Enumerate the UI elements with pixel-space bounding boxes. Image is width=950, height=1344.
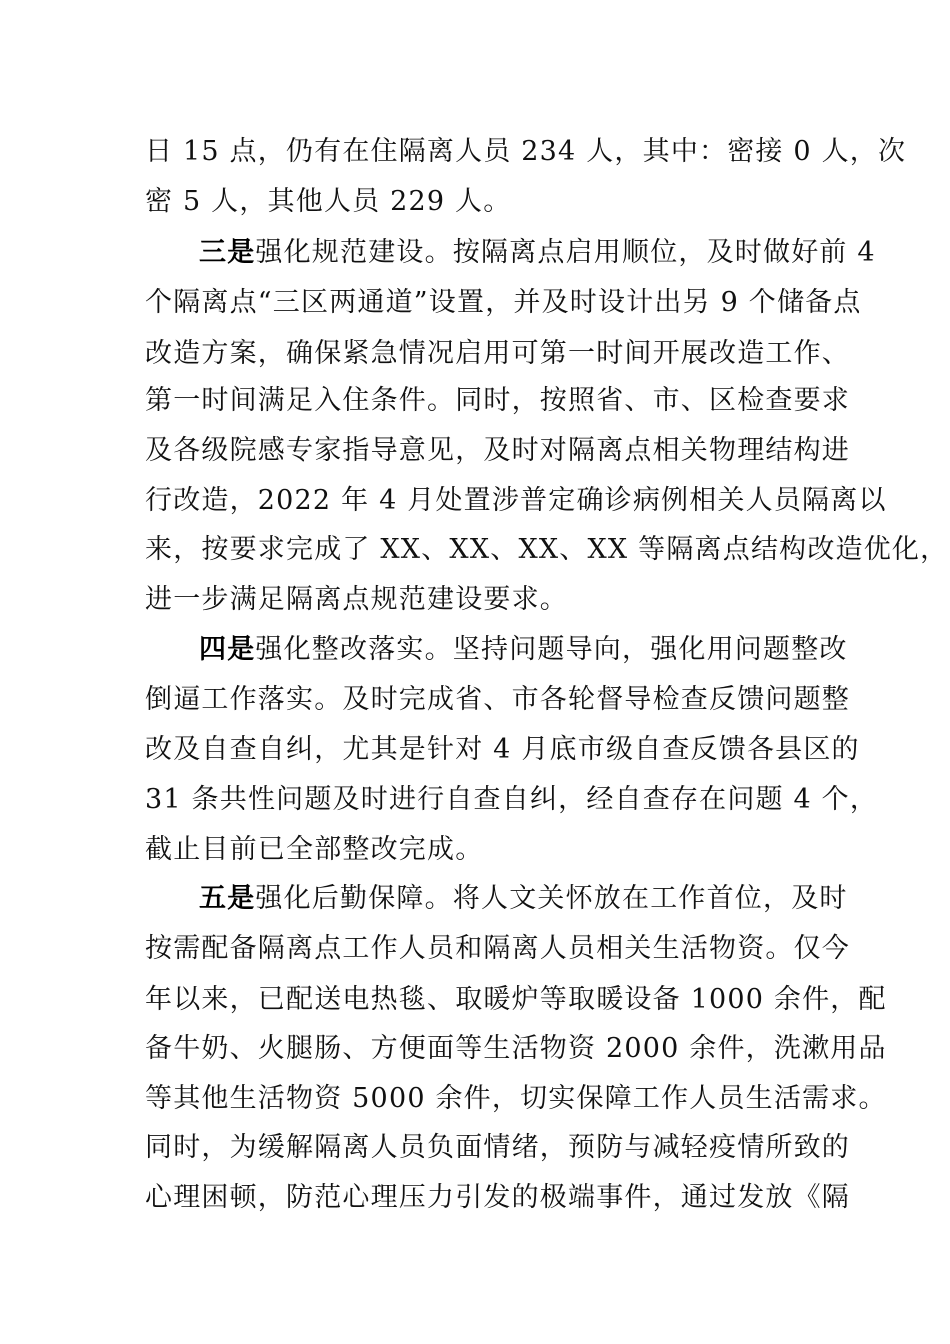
paragraph-1-line-1: 日 15 点，仍有在住隔离人员 234 人，其中：密接 0 人，次 (145, 136, 907, 167)
paragraph-4-lead: 五是 (199, 883, 256, 914)
paragraph-2-line-5: 及各级院感专家指导意见，及时对隔离点相关物理结构进 (145, 435, 850, 466)
paragraph-4-line-7: 心理困顿，防范心理压力引发的极端事件，通过发放《隔 (145, 1182, 850, 1213)
paragraph-2-line-6: 行改造，2022 年 4 月处置涉普定确诊病例相关人员隔离以 (145, 485, 887, 516)
paragraph-2-line-7: 来，按要求完成了 XX、XX、XX、XX 等隔离点结构改造优化， (145, 534, 949, 565)
paragraph-3-lead: 四是 (199, 634, 256, 665)
paragraph-3-line-1-text: 强化整改落实。坚持问题导向，强化用问题整改 (255, 634, 848, 665)
paragraph-4-line-3: 年以来，已配送电热毯、取暖炉等取暖设备 1000 余件，配 (145, 984, 887, 1015)
paragraph-4-line-2: 按需配备隔离点工作人员和隔离人员相关生活物资。仅今 (145, 933, 850, 964)
paragraph-2-line-1 (199, 236, 876, 270)
paragraph-2-line-2: 个隔离点“三区两通道”设置，并及时设计出另 9 个储备点 (145, 287, 862, 318)
paragraph-2-line-4: 第一时间满足入住条件。同时，按照省、市、区检查要求 (145, 385, 850, 416)
paragraph-3-line-1 (199, 633, 848, 667)
paragraph-2-lead: 三是 (199, 237, 256, 268)
paragraph-3-line-3: 改及自查自纠，尤其是针对 4 月底市级自查反馈各县区的 (145, 734, 860, 765)
paragraph-1-line-2: 密 5 人，其他人员 229 人。 (145, 186, 512, 217)
paragraph-2-line-3: 改造方案，确保紧急情况启用可第一时间开展改造工作、 (145, 338, 850, 369)
paragraph-4-line-1 (199, 882, 848, 916)
paragraph-4-line-1-text: 强化后勤保障。将人文关怀放在工作首位，及时 (255, 883, 848, 914)
paragraph-4-line-5: 等其他生活物资 5000 余件，切实保障工作人员生活需求。 (145, 1083, 887, 1114)
paragraph-3-line-4: 31 条共性问题及时进行自查自纠，经自查存在问题 4 个， (145, 784, 879, 815)
paragraph-4-line-4: 备牛奶、火腿肠、方便面等生活物资 2000 余件，洗漱用品 (145, 1033, 887, 1064)
paragraph-2-line-8: 进一步满足隔离点规范建设要求。 (145, 584, 568, 615)
paragraph-2-line-1-text: 强化规范建设。按隔离点启用顺位，及时做好前 4 (255, 237, 876, 268)
paragraph-3-line-2: 倒逼工作落实。及时完成省、市各轮督导检查反馈问题整 (145, 684, 850, 715)
paragraph-3-line-5: 截止目前已全部整改完成。 (145, 834, 484, 865)
paragraph-4-line-6: 同时，为缓解隔离人员负面情绪，预防与减轻疫情所致的 (145, 1132, 850, 1163)
